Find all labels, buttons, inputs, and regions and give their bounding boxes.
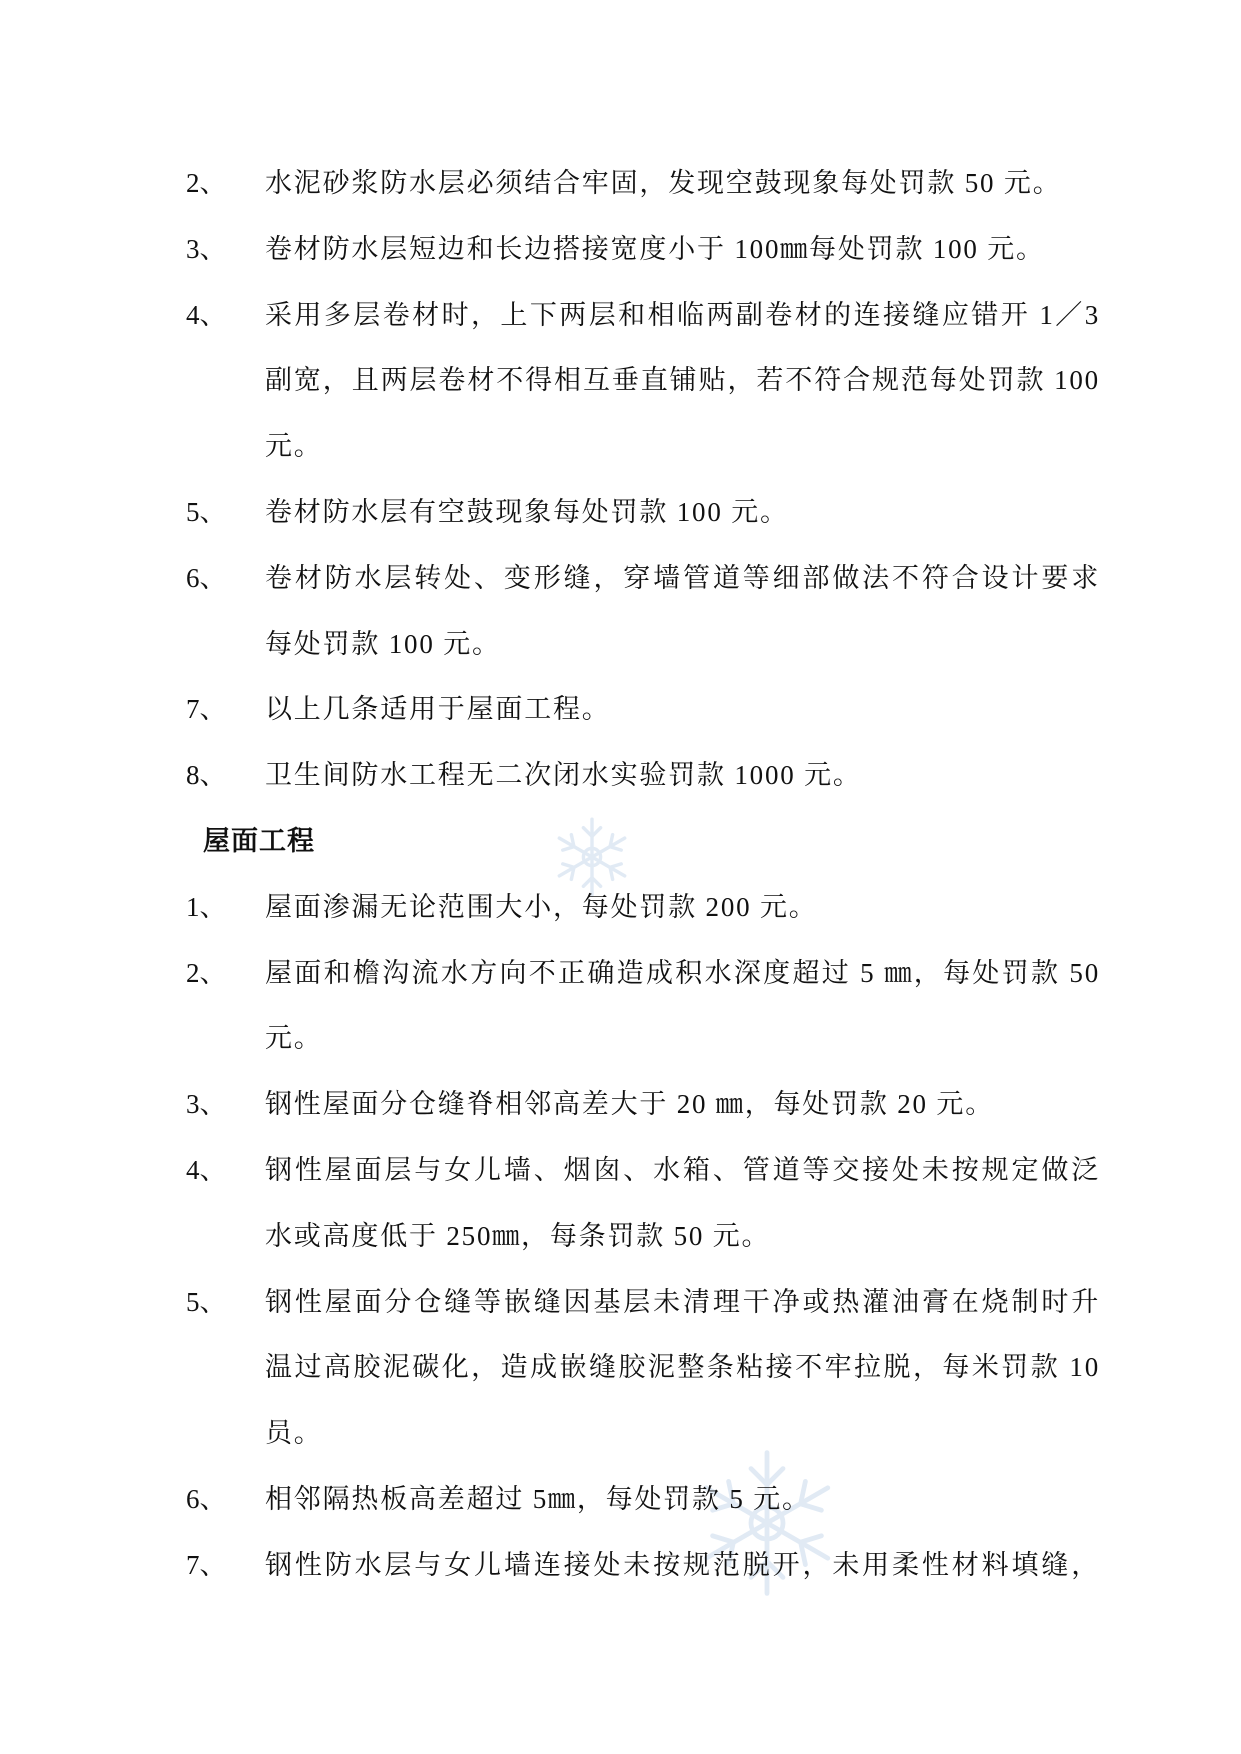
list-item	[186, 217, 1100, 283]
section-heading: 屋面工程	[203, 825, 315, 856]
list-item	[186, 1072, 1100, 1138]
document-body	[186, 151, 1100, 1599]
list-item	[186, 1138, 1100, 1270]
item-text-line: 员。	[265, 1418, 323, 1449]
item-text-line: 钢性防水层与女儿墙连接处未按规范脱开，未用柔性材料填缝，	[265, 1549, 1100, 1580]
list-item	[186, 1467, 1100, 1533]
list-item	[186, 283, 1100, 480]
item-text-line: 屋面渗漏无论范围大小，每处罚款 200 元。	[265, 891, 818, 922]
item-number: 3、	[186, 1089, 227, 1120]
item-text-line: 卷材防水层有空鼓现象每处罚款 100 元。	[265, 496, 789, 527]
item-number: 4、	[186, 1154, 227, 1185]
item-text-line: 水泥砂浆防水层必须结合牢固，发现空鼓现象每处罚款 50 元。	[265, 168, 1062, 198]
item-text-line: 元。	[265, 1023, 323, 1054]
item-number: 8、	[186, 760, 227, 791]
item-text-line: 温过高胶泥碳化，造成嵌缝胶泥整条粘接不牢拉脱，每米罚款 10	[265, 1352, 1100, 1383]
list-item	[186, 480, 1100, 546]
item-text-line: 钢性屋面层与女儿墙、烟囱、水箱、管道等交接处未按规定做泛	[265, 1154, 1100, 1185]
item-number: 6、	[186, 562, 227, 593]
item-number: 2、	[186, 168, 227, 198]
item-text-line: 采用多层卷材时，上下两层和相临两副卷材的连接缝应错开 1／3	[265, 299, 1100, 330]
list-item	[186, 875, 1100, 941]
item-number: 6、	[186, 1483, 227, 1514]
item-number: 1、	[186, 891, 227, 922]
list-item	[186, 677, 1100, 743]
list-item	[186, 546, 1100, 678]
item-number: 3、	[186, 233, 227, 264]
item-number: 7、	[186, 1549, 227, 1580]
item-text-line: 钢性屋面分仓缝脊相邻高差大于 20 ㎜，每处罚款 20 元。	[265, 1089, 994, 1120]
item-number: 2、	[186, 957, 227, 988]
item-text-line: 钢性屋面分仓缝等嵌缝因基层未清理干净或热灌油膏在烧制时升	[265, 1286, 1100, 1317]
list-item	[186, 941, 1100, 1073]
item-text-line: 每处罚款 100 元。	[265, 628, 501, 659]
item-text-line: 以上几条适用于屋面工程。	[265, 694, 611, 725]
item-text-line: 副宽，且两层卷材不得相互垂直铺贴，若不符合规范每处罚款 100	[265, 365, 1100, 396]
item-number: 7、	[186, 694, 227, 725]
item-text-line: 卷材防水层转处、变形缝，穿墙管道等细部做法不符合设计要求	[265, 562, 1100, 593]
item-number: 5、	[186, 496, 227, 527]
list-item	[186, 151, 1100, 217]
list-item	[186, 743, 1100, 809]
item-text-line: 屋面和檐沟流水方向不正确造成积水深度超过 5 ㎜，每处罚款 50	[265, 957, 1100, 988]
list-item	[186, 1270, 1100, 1467]
list-item	[186, 1533, 1100, 1599]
item-text-line: 卷材防水层短边和长边搭接宽度小于 100㎜每处罚款 100 元。	[265, 233, 1045, 264]
item-text-line: 卫生间防水工程无二次闭水实验罚款 1000 元。	[265, 760, 862, 791]
item-text-line: 水或高度低于 250㎜，每条罚款 50 元。	[265, 1220, 771, 1251]
item-number: 5、	[186, 1286, 227, 1317]
item-text-line: 相邻隔热板高差超过 5㎜，每处罚款 5 元。	[265, 1483, 811, 1514]
item-number: 4、	[186, 299, 227, 330]
item-text-line: 元。	[265, 431, 323, 462]
